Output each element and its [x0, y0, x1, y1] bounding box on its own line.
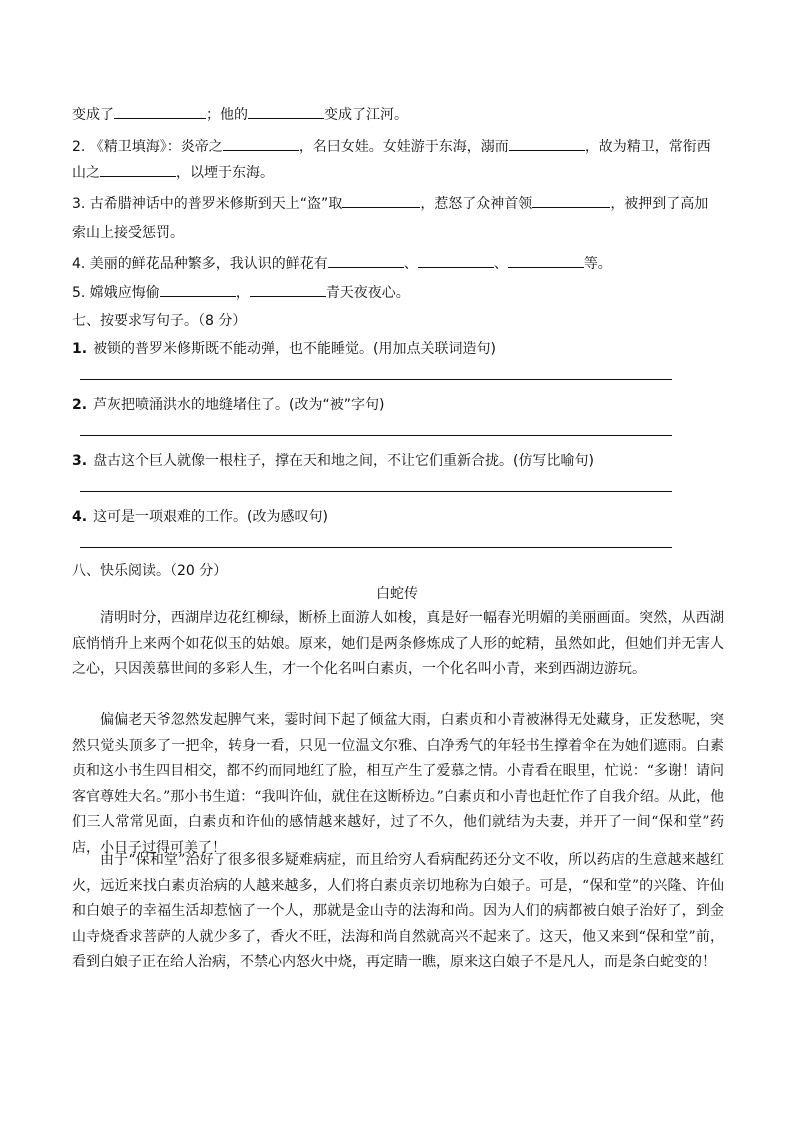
- story-paragraph-1: 清明时分，西湖岸边花红柳绿，断桥上面游人如梭，真是好一幅春光明媚的美丽画面。突然，从西湖底悄悄升上来两个如花似玉的姑娘。原来，她们是两条修炼成了人形的蛇精，虽然如此，但她们并无害人之心，只因羡慕世间的多彩人生，才一个化名叫白素贞，一个化名叫小青，来到西湖边游玩。: [72, 610, 724, 677]
- answer-blank[interactable]: [532, 193, 610, 208]
- section-7-heading: 七、按要求写句子。（8 分）: [72, 313, 247, 329]
- answer-blank[interactable]: [114, 104, 206, 119]
- answer-blank[interactable]: [250, 282, 326, 297]
- fill-text: 、: [493, 256, 508, 272]
- fill-text: 等。: [583, 256, 612, 272]
- question-number: 4.: [72, 509, 88, 525]
- section-8-heading: 八、快乐阅读。（20 分）: [72, 563, 228, 579]
- fill-text: ，以堙于东海。: [176, 165, 274, 181]
- fill-text: 索山上接受惩罚。: [72, 225, 184, 241]
- fill-line-4: [72, 193, 708, 214]
- fill-text: 2. 《精卫填海》：炎帝之: [72, 139, 223, 155]
- question-text: 芦灰把喷涌洪水的地缝堵住了。(改为“被”字句): [93, 397, 385, 413]
- answer-line-4[interactable]: [80, 547, 672, 548]
- question-1: [72, 339, 496, 359]
- fill-text: 山之: [72, 165, 100, 181]
- answer-blank[interactable]: [328, 253, 404, 268]
- answer-blank[interactable]: [509, 136, 585, 151]
- question-text: 这可是一项艰难的工作。(改为感叹句): [93, 509, 328, 525]
- story-paragraph-2: 偏偏老天爷忽然发起脾气来，霎时间下起了倾盆大雨，白素贞和小青被淋得无处藏身，正发愁呢，突然只觉头顶多了一把伞，转身一看，只见一位温文尔雅、白净秀气的年轻书生撑着伞在为她们遮雨。白素贞和这小书生四目相交，都不约而同地红了脸，相互产生了爱慕之情。小青看在眼里，忙说：“多谢！请问客官尊姓大名。”那小书生道：“我叫许仙，就住在这断桥边。”白素贞和小青也赶忙作了自我介绍。从此，他们三人常常见面，白素贞和许仙的感情越来越好，过了不久，他们就结为夫妻，并开了一间“保和堂”药店，小日子过得可美了！: [72, 712, 724, 856]
- question-4: [72, 507, 328, 527]
- question-3: [72, 451, 594, 471]
- answer-blank[interactable]: [248, 104, 324, 119]
- question-text: 盘古这个巨人就像一根柱子，撑在天和地之间，不让它们重新合拢。(仿写比喻句): [93, 453, 594, 469]
- fill-text: 青天夜夜心。: [325, 285, 410, 301]
- fill-line-7: [72, 282, 410, 303]
- fill-text: 3. 古希腊神话中的普罗米修斯到天上“盗”取: [72, 196, 343, 212]
- answer-line-3[interactable]: [80, 491, 672, 492]
- fill-line-3: [72, 162, 274, 183]
- answer-blank[interactable]: [418, 253, 494, 268]
- question-number: 3.: [72, 453, 88, 469]
- story-title: 白蛇传: [376, 586, 418, 602]
- answer-line-2[interactable]: [80, 435, 672, 436]
- fill-text: 4. 美丽的鲜花品种繁多，我认识的鲜花有: [72, 256, 328, 272]
- fill-text: ，名曰女娃。女娃游于东海，溺而: [298, 139, 509, 155]
- answer-blank[interactable]: [342, 193, 420, 208]
- fill-text: 变成了江河。: [324, 107, 408, 123]
- fill-text: ，惹怒了众神首领: [420, 196, 533, 212]
- story-paragraph-3: 由于“保和堂”治好了很多很多疑难病症，而且给穷人看病配药还分文不收，所以药店的生意越来越红火，远近来找白素贞治病的人越来越多，人们将白素贞亲切地称为白娘子。可是，“保和堂”的兴隆、许仙和白娘子的幸福生活却惹恼了一个人，那就是金山寺的法海和尚。因为人们的病都被白娘子治好了，到金山寺烧香求菩萨的人就少多了，香火不旺，法海和尚自然就高兴不起来了。这天，他又来到“保和堂”前，看到白娘子正在给人治病，不禁心内怒火中烧，再定睛一瞧，原来这白娘子不是凡人，而是条白蛇变的！: [72, 852, 724, 970]
- question-number: 1.: [72, 341, 88, 357]
- fill-line-6: [72, 253, 612, 274]
- fill-line-1: [72, 104, 408, 125]
- question-2: [72, 395, 385, 415]
- fill-line-5: [72, 223, 184, 243]
- question-text: 被锁的普罗米修斯既不能动弹，也不能睡觉。(用加点关联词造句): [93, 341, 496, 357]
- fill-text: 变成了: [72, 107, 114, 123]
- answer-blank[interactable]: [160, 282, 236, 297]
- fill-text: 、: [403, 256, 418, 272]
- question-number: 2.: [72, 397, 88, 413]
- answer-blank[interactable]: [100, 162, 176, 177]
- fill-text: ；他的: [206, 107, 248, 123]
- answer-line-1[interactable]: [80, 379, 672, 380]
- fill-line-2: [72, 136, 711, 157]
- fill-text: ，被押到了高加: [610, 196, 709, 212]
- answer-blank[interactable]: [223, 136, 299, 151]
- fill-text: 5. 嫦娥应悔偷: [72, 285, 160, 301]
- answer-blank[interactable]: [508, 253, 584, 268]
- fill-text: ，: [235, 285, 250, 301]
- fill-text: ，故为精卫，常衔西: [584, 139, 711, 155]
